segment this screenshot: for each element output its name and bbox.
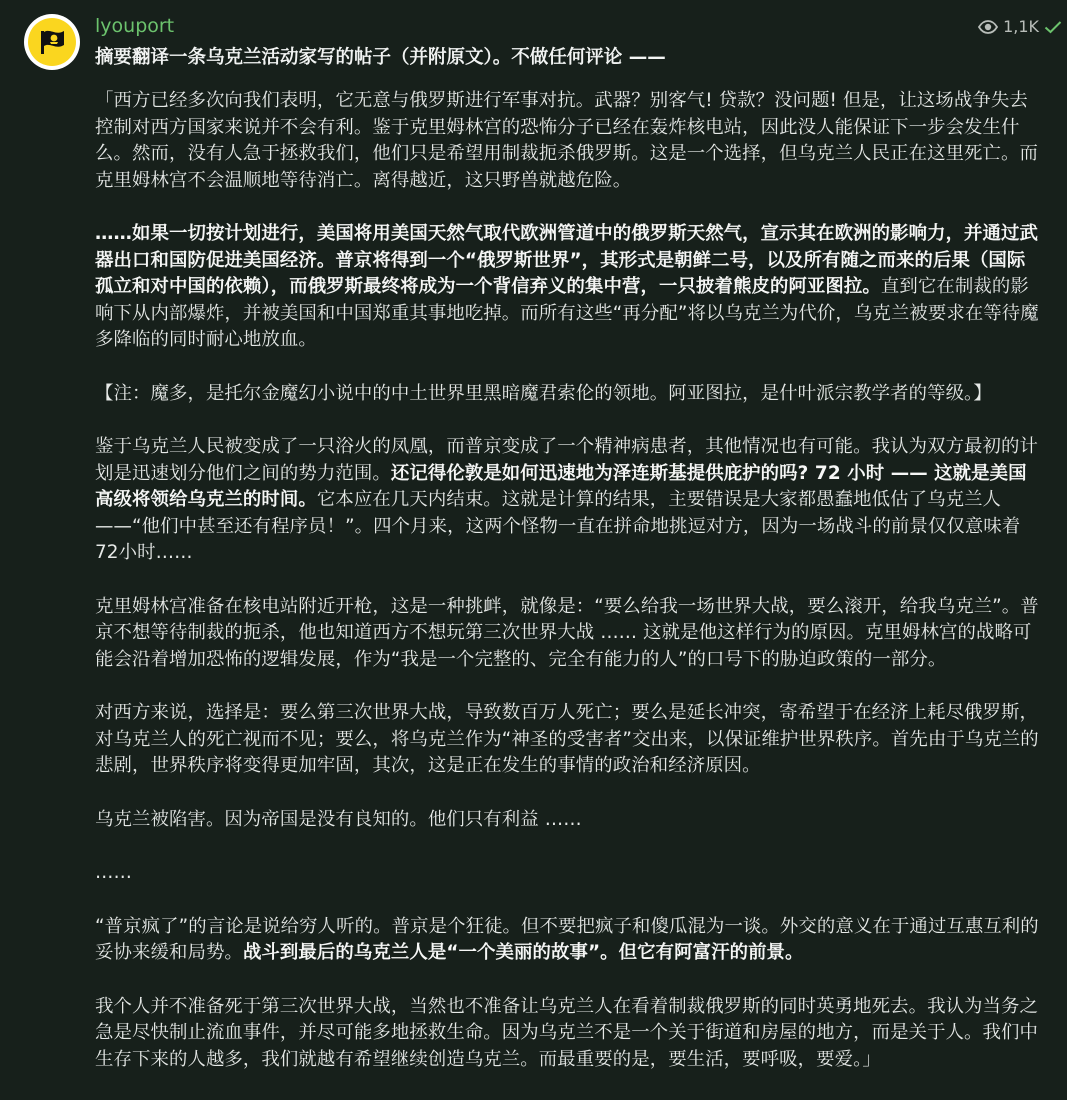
- channel-name[interactable]: lyouport: [95, 15, 175, 37]
- paragraph-1: 「西方已经多次向我们表明，它无意与俄罗斯进行军事对抗。武器？别客气! 贷款？没问题! 但是，让这场战争失去控制对西方国家来说并不会有利。鉴于克里姆林宫的恐怖分子已经在轰炸核电站，因此没人能保证下一步会发生什么。然而，没有人急于拯救我们，他们只是希望用制裁扼杀俄罗斯。这是一个选择，但乌克兰人民正在这里死亡。而克里姆林宫不会温顺地等待消亡。离得越近，这只野兽就越危险。: [95, 90, 1039, 191]
- paragraph-ellipsis: ……: [95, 862, 132, 883]
- pirate-flag-icon: [28, 18, 76, 66]
- paragraph-2-rest: 直到它在制裁的影响下从内部爆炸，并被美国和中国郑重其事地吃掉。而所有这些“再分配”将以乌克兰为代价，乌克兰被要求在等待魔多降临的同时耐心地放血。: [95, 276, 1039, 350]
- paragraph-4: [95, 434, 1040, 567]
- view-counter: [978, 17, 1062, 36]
- paragraph-9-start: “普京疯了”的言论是说给穷人听的。普京是个狂徒。但不要把疯子和傻瓜混为一谈。外交的意义在于通过互惠互利的妥协来缓和局势。: [95, 915, 1039, 963]
- paragraph-7: 乌克兰被陷害。因为帝国是没有良知的。他们只有利益 ……: [95, 808, 582, 830]
- view-count: 1,1K: [1003, 17, 1039, 36]
- eye-icon: [978, 20, 998, 34]
- post-lead: 摘要翻译一条乌克兰活动家写的帖子（并附原文）。不做任何评论 ——: [95, 47, 666, 68]
- paragraph-2-bold: ……如果一切按计划进行，美国将用美国天然气取代欧洲管道中的俄罗斯天然气，宣示其在欧洲的影响力，并通过武器出口和国防促进美国经济。普京将得到一个“俄罗斯世界”，其形式是朝鲜二号，以及所有随之而来的后果（国际孤立和对中国的依赖），而俄罗斯最终将成为一个背信弃义的集中营，一只披着熊皮的阿亚图拉。: [95, 223, 1039, 297]
- paragraph-4-end: 它本应在几天内结束。这就是计算的结果，主要错误是大家都愚蠢地低估了乌克兰人 ——“他们中甚至还有程序员！”。四个月来，这两个怪物一直在拼命地挑逗对方，因为一场战斗的前景仅仅意味着72小时……: [95, 489, 1021, 563]
- post-body: [95, 88, 1040, 1100]
- paragraph-2: [95, 221, 1040, 354]
- paragraph-note: 【注：魔多，是托尔金魔幻小说中的中土世界里黑暗魔君索伦的领地。阿亚图拉，是什叶派宗教学者的等级。】: [95, 382, 992, 404]
- paragraph-9-bold: 战斗到最后的乌克兰人是“一个美丽的故事”。但它有阿富汗的前景。: [242, 942, 804, 963]
- checkmark-icon: [1044, 20, 1062, 34]
- paragraph-10: 我个人并不准备死于第三次世界大战，当然也不准备让乌克兰人在看着制裁俄罗斯的同时英勇地死去。我认为当务之急是尽快制止流血事件，并尽可能多地拯救生命。因为乌克兰不是一个关于街道和房屋的地方，而是关于人。我们中生存下来的人越多，我们就越有希望继续创造乌克兰。而最重要的是，要生活，要呼吸，要爱。」: [95, 995, 1039, 1070]
- paragraph-4-bold: 还记得伦敦是如何迅速地为泽连斯基提供庇护的吗? 72 小时 —— 这就是美国高级将领给乌克兰的时间。: [95, 462, 1027, 510]
- channel-avatar[interactable]: [24, 14, 80, 70]
- paragraph-9: [95, 914, 1040, 967]
- paragraph-4-start: 鉴于乌克兰人民被变成了一只浴火的凤凰，而普京变成了一个精神病患者，其他情况也有可能。我认为双方最初的计划是迅速划分他们之间的势力范围。: [95, 436, 1039, 484]
- paragraph-6: 对西方来说，选择是：要么第三次世界大战，导致数百万人死亡；要么是延长冲突，寄希望于在经济上耗尽俄罗斯，对乌克兰人的死亡视而不见；要么，将乌克兰作为“神圣的受害者”交出来，以保证维护世界秩序。首先由于乌克兰的悲剧，世界秩序将变得更加牢固，其次，这是正在发生的事情的政治和经济原因。: [95, 702, 1039, 776]
- paragraph-5: 克里姆林宫准备在核电站附近开枪，这是一种挑衅，就像是：“要么给我一场世界大战，要么滚开，给我乌克兰”。普京不想等待制裁的扼杀，他也知道西方不想玩第三次世界大战 …… 这就是他这样行为的原因。克里姆林宫的战略可能会沿着增加恐怖的逻辑发展，作为“我是一个完整的、完全有能力的人”的口号下的胁迫政策的一部分。: [95, 595, 1039, 670]
